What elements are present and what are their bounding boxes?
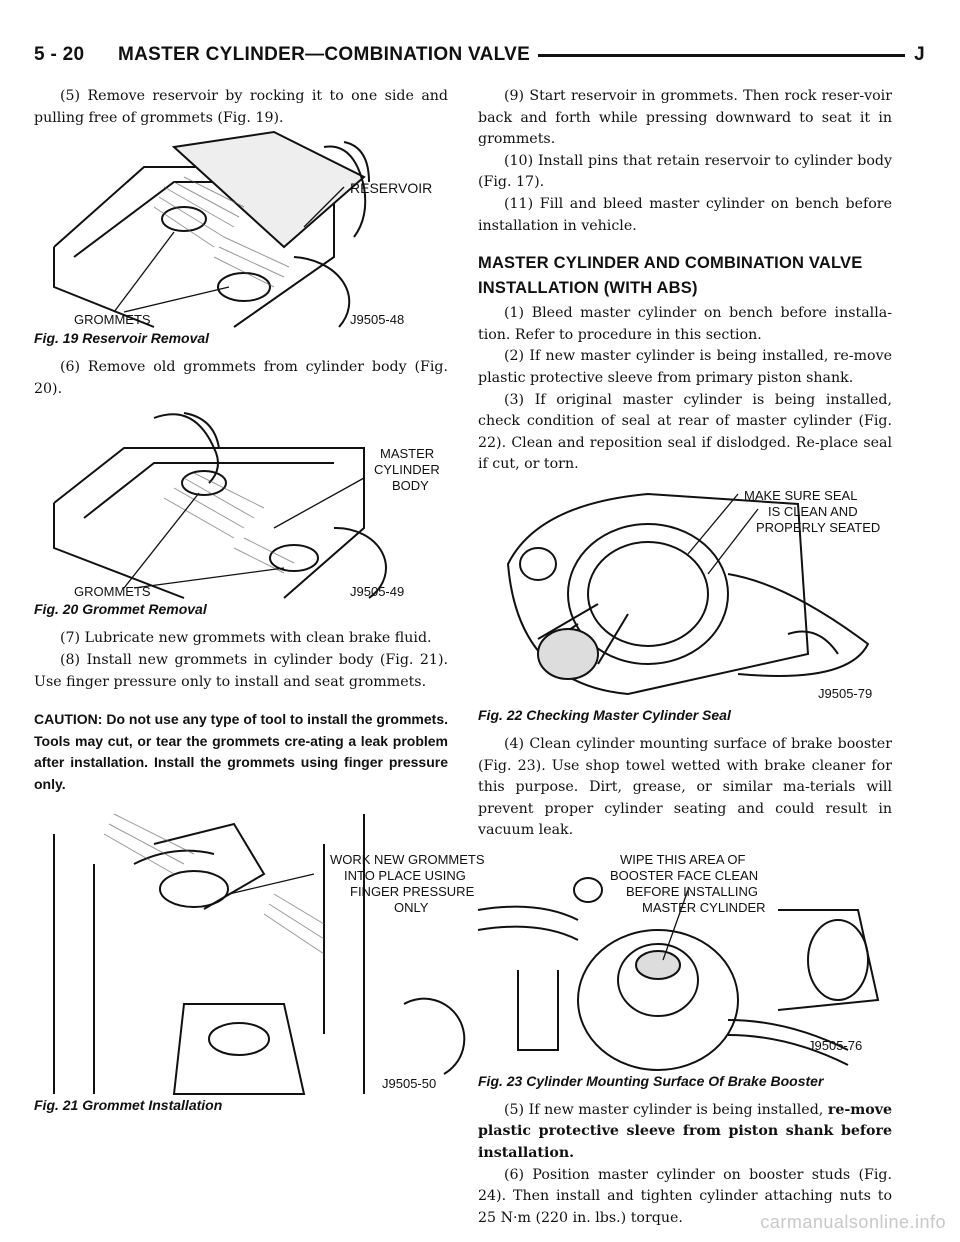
page-header (34, 44, 925, 70)
figure-23 (478, 850, 892, 1090)
fig19-label-grommets: GROMMETS (74, 312, 151, 328)
install-step-5-bold: re-move plastic protective sleeve from piston shank before installation. (478, 1101, 892, 1162)
step-11-text: (11) Fill and bleed master cylinder on bench before installation in vehicle. (478, 195, 892, 234)
figure-21 (34, 804, 485, 1114)
figure-20 (34, 408, 448, 618)
reservoir-removal-illustration (34, 137, 448, 327)
fig19-code: J9505-48 (350, 312, 405, 328)
fig22-caption: Fig. 22 Checking Master Cylinder Seal (478, 706, 731, 723)
install-step-5-text (478, 1100, 892, 1165)
fig21-code: J9505-50 (382, 1075, 437, 1091)
fig20-caption: Fig. 20 Grommet Removal (34, 601, 207, 618)
step-8-text: (8) Install new grommets in cylinder body (Fig. 21). Use finger pressure only to install and seat grommets. (34, 651, 448, 690)
fig20-label-body: BODY (392, 478, 429, 494)
page-number: 5 - 20 (34, 44, 85, 65)
fig21-caption: Fig. 21 Grommet Installation (34, 1096, 223, 1113)
step-5-text: (5) Remove reservoir by rocking it to one side and pulling free of grommets (Fig. 19). (34, 88, 448, 126)
fig23-label-line3: BEFORE INSTALLING (626, 883, 758, 899)
step-6-text: (6) Remove old grommets from cylinder body (Fig. 20). (34, 359, 448, 397)
fig23-label-line4: MASTER CYLINDER (642, 899, 766, 915)
left-column (34, 86, 485, 1124)
site-watermark: carmanualsonline.info (760, 1212, 946, 1232)
grommet-removal-illustration (34, 408, 448, 598)
fig21-label-line1: WORK NEW GROMMETS (330, 851, 485, 867)
fig21-label-line2: INTO PLACE USING (344, 867, 466, 883)
step-7-text: (7) Lubricate new grommets with clean brake fluid. (60, 630, 432, 647)
grommet-installation-illustration (34, 804, 485, 1094)
fig23-label-line2: BOOSTER FACE CLEAN (610, 867, 759, 883)
install-step-5-lead: (5) If new master cylinder is being installed, (504, 1101, 824, 1118)
figure-22 (478, 484, 892, 724)
fig22-label-line3: PROPERLY SEATED (756, 519, 881, 535)
install-step-3-text: (3) If original master cylinder is being installed, check condition of seal at rear of master cylinder (Fig. 22). Clean and reposition seal if dislodged. Re-place seal if cut, or torn. (478, 391, 892, 473)
fig21-label-line3: FINGER PRESSURE (350, 883, 475, 899)
right-column (478, 86, 892, 1229)
fig22-label-line1: MAKE SURE SEAL (744, 487, 858, 503)
caution-note: CAUTION: Do not use any type of tool to install the grommets. Tools may cut, or tear the grommets cre-ating a leak problem after installation. Install the grommets using finger pressure only. (34, 711, 448, 792)
install-step-2-text: (2) If new master cylinder is being installed, re-move plastic protective sleeve from primary piston shank. (478, 348, 892, 386)
step-10-text: (10) Install pins that retain reservoir to cylinder body (Fig. 17). (478, 152, 892, 191)
fig19-label-reservoir: RESERVOIR (350, 180, 433, 197)
install-step-1-text: (1) Bleed master cylinder on bench before installa-tion. Refer to procedure in this section. (478, 305, 892, 343)
seal-check-illustration (478, 484, 892, 704)
fig23-code: J9505-76 (808, 1037, 863, 1053)
fig20-label-master: MASTER (380, 446, 435, 462)
booster-surface-illustration (478, 850, 892, 1070)
fig22-code: J9505-79 (818, 685, 873, 701)
section-title: MASTER CYLINDER—COMBINATION VALVE (118, 44, 538, 66)
fig23-caption: Fig. 23 Cylinder Mounting Surface Of Brake Booster (478, 1072, 824, 1089)
fig23-label-line1: WIPE THIS AREA OF (620, 851, 746, 867)
fig22-label-line2: IS CLEAN AND (768, 503, 858, 519)
figure-19 (34, 137, 448, 347)
install-step-6-text: (6) Position master cylinder on booster studs (Fig. 24). Then install and tighten cylinder attaching nuts to 25 N·m (220 in. lbs.) torque. (478, 1166, 892, 1226)
fig20-label-cylinder: CYLINDER (374, 462, 440, 478)
install-step-4-text: (4) Clean cylinder mounting surface of brake booster (Fig. 23). Use shop towel wetted with brake cleaner for this purpose. Dirt, grease, or similar ma-terials will prevent proper cylinder seating and could result in vacuum leak. (478, 735, 892, 839)
fig19-caption: Fig. 19 Reservoir Removal (34, 330, 210, 347)
fig21-label-line4: ONLY (394, 899, 429, 915)
step-9-text: (9) Start reservoir in grommets. Then rock reser-voir back and forth while pressing downward to seat it in grommets. (478, 88, 892, 148)
fig20-label-grommets: GROMMETS (74, 584, 151, 600)
fig20-code: J9505-49 (350, 584, 405, 600)
section-heading: MASTER CYLINDER AND COMBINATION VALVE INSTALLATION (WITH ABS) (478, 254, 863, 298)
page-letter: J (906, 44, 925, 66)
